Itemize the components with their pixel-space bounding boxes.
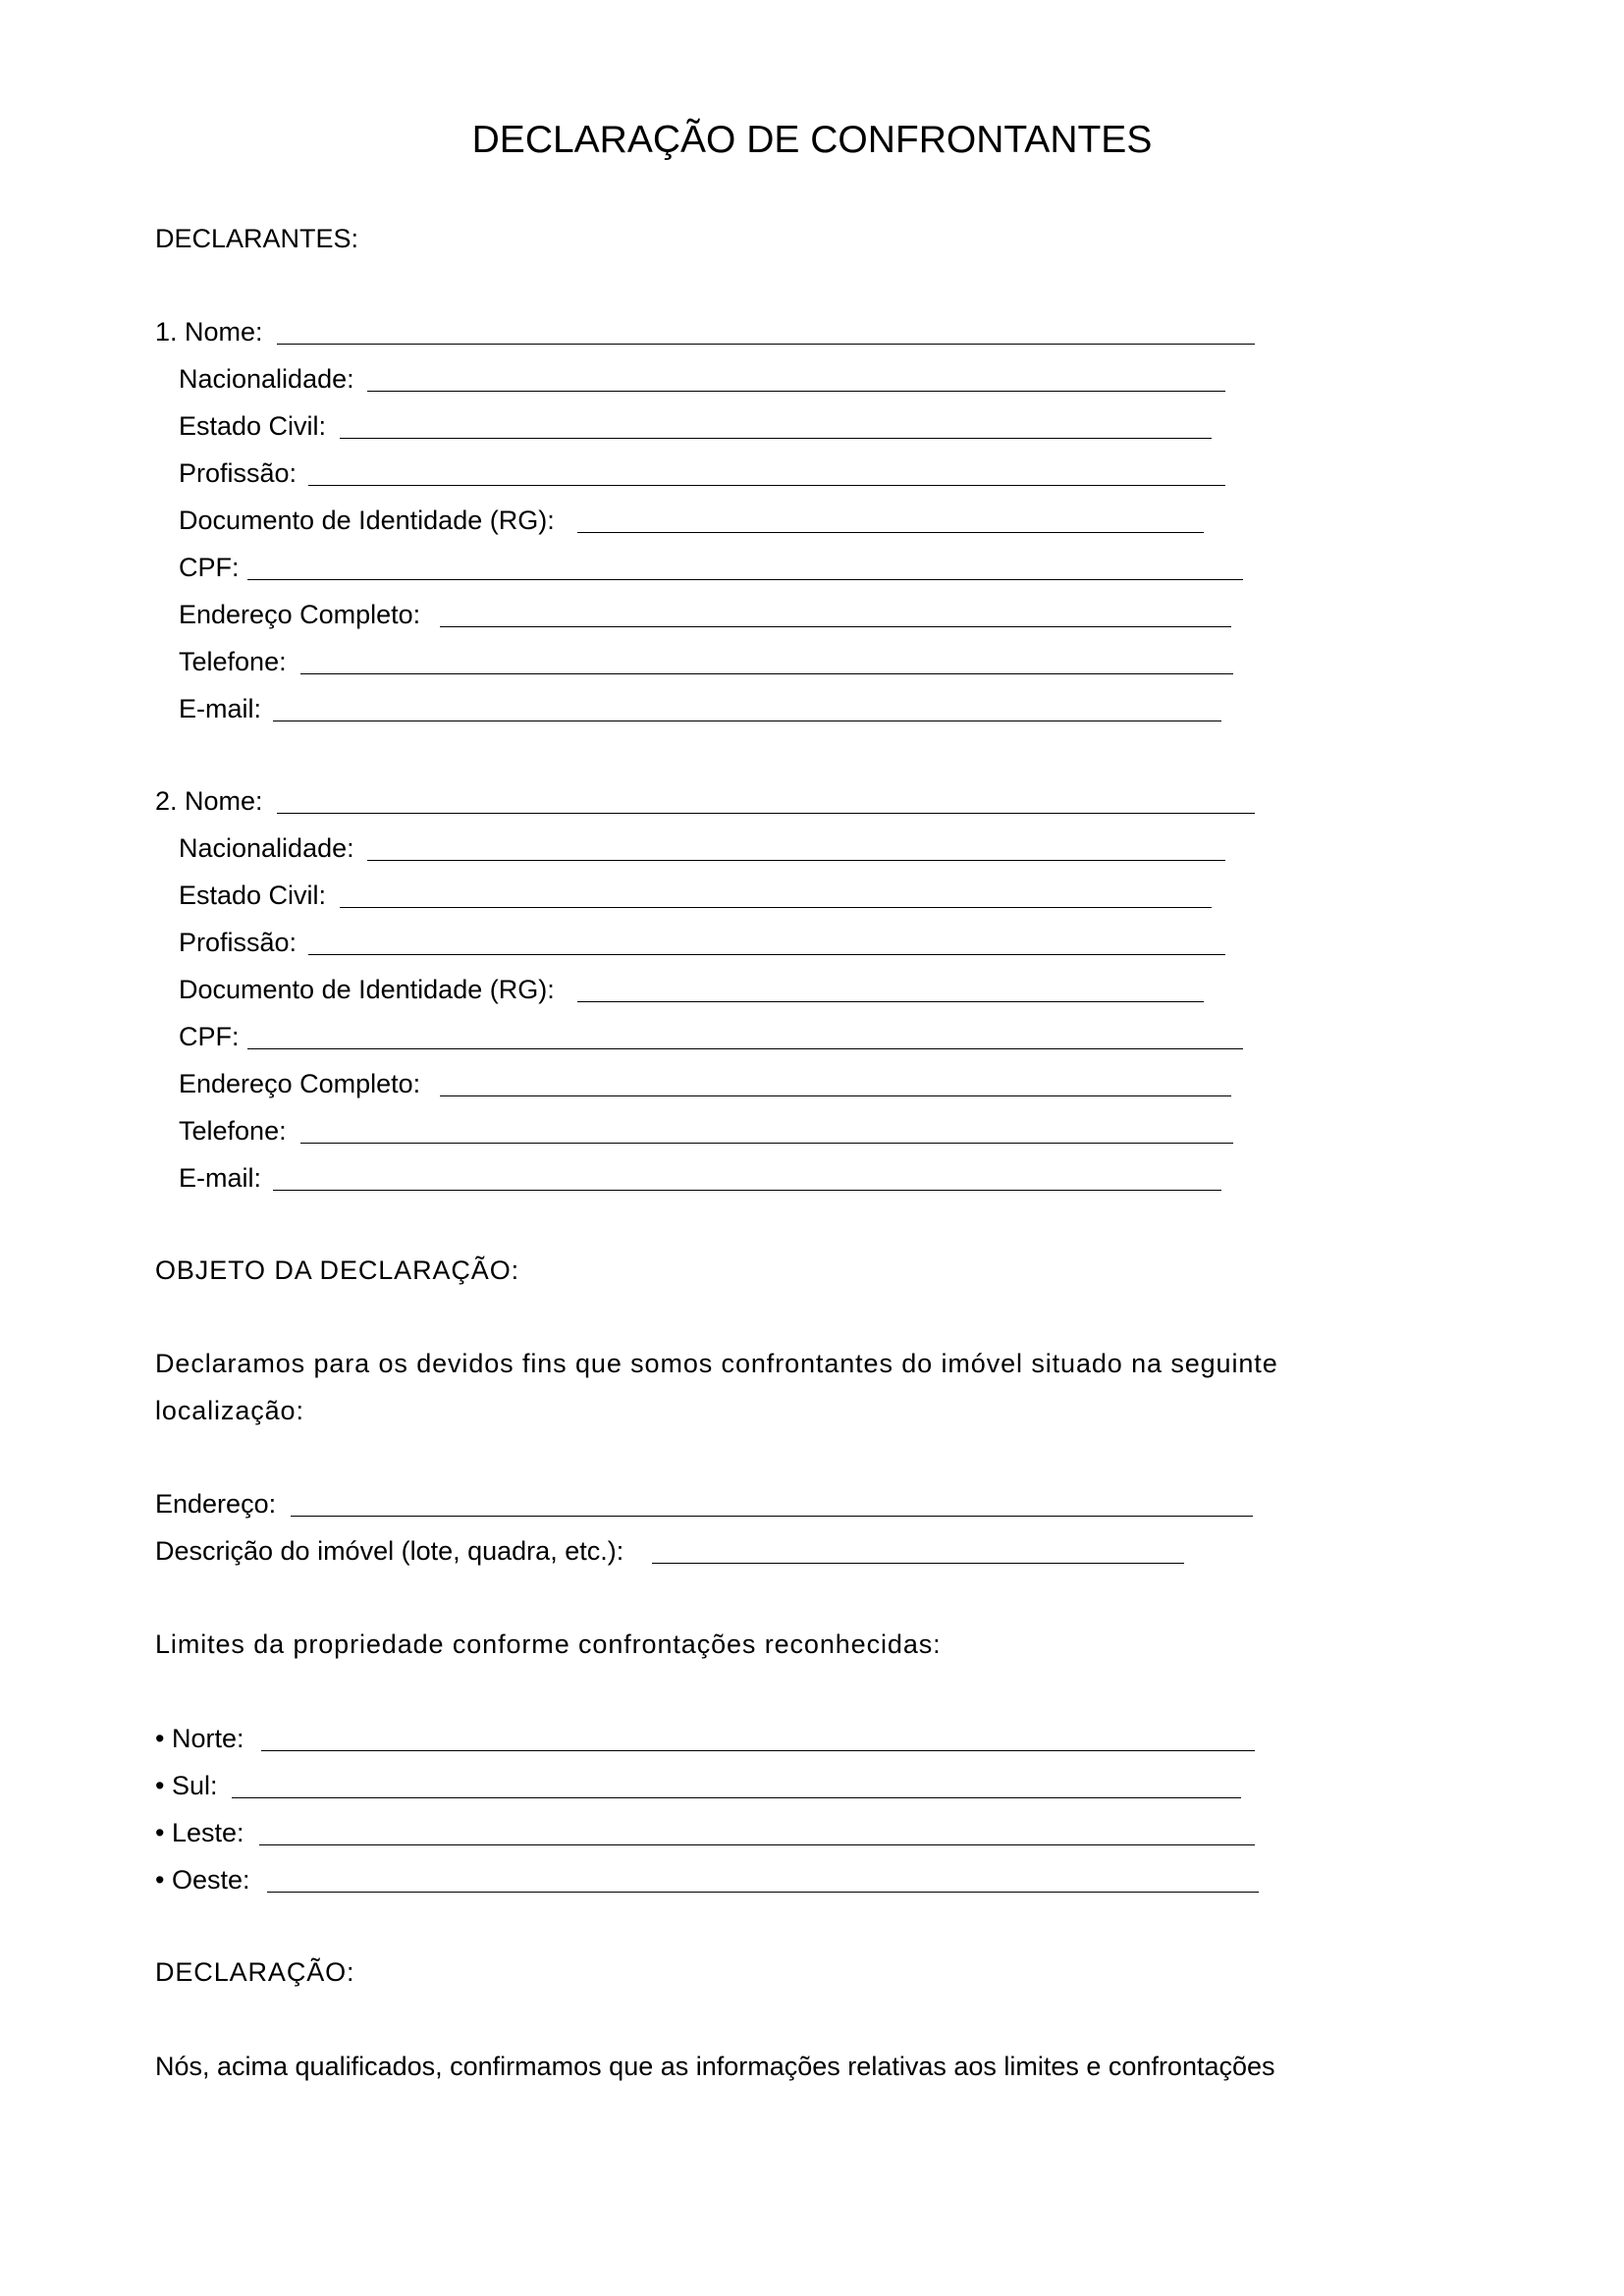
limites-intro: Limites da propriedade conforme confrontações reconhecidas: [155,1629,942,1659]
declarant-2-telefone-label: Telefone: [179,1116,287,1146]
declarant-1-rg-label: Documento de Identidade (RG): [179,506,555,535]
declaracao-text: Nós, acima qualificados, confirmamos que as informações relativas aos limites e confrontações [155,2052,1275,2081]
limite-sul-line[interactable] [232,1797,1241,1798]
descricao-label: Descrição do imóvel (lote, quadra, etc.): [155,1536,624,1566]
declarant-2-email-label: E-mail: [179,1163,262,1193]
declarantes-heading: DECLARANTES: [155,224,359,253]
descricao-line[interactable] [652,1563,1184,1564]
declarant-1-endereco-label: Endereço Completo: [179,600,421,629]
declarant-1-cpf-label: CPF: [179,553,240,582]
declarant-2-cpf-label: CPF: [179,1022,240,1051]
limite-norte-line[interactable] [261,1750,1255,1751]
limite-leste-line[interactable] [259,1844,1255,1845]
declarant-2-estado-civil-label: Estado Civil: [179,881,327,910]
declarant-1-estado-civil-label: Estado Civil: [179,411,327,441]
declarant-2-rg-label: Documento de Identidade (RG): [179,975,555,1004]
declarant-2-rg-line[interactable] [577,1001,1204,1002]
declarant-1-name-line[interactable] [277,344,1255,345]
declarant-2-estado-civil-line[interactable] [340,907,1212,908]
declarant-2-nacionalidade-label: Nacionalidade: [179,833,354,863]
declaracao-heading: DECLARAÇÃO: [155,1957,355,1987]
declarant-2-profissao-line[interactable] [308,954,1225,955]
declarant-1-endereco-line[interactable] [440,626,1231,627]
declarant-2-nacionalidade-line[interactable] [367,860,1225,861]
declarant-2-name-line[interactable] [277,813,1255,814]
declarant-1-name-label: 1. Nome: [155,317,263,347]
declarant-1-profissao-label: Profissão: [179,458,298,488]
objeto-heading: OBJETO DA DECLARAÇÃO: [155,1255,519,1285]
limite-oeste-label: • Oeste: [155,1865,250,1895]
endereco-line[interactable] [291,1516,1253,1517]
declarant-1-nacionalidade-line[interactable] [367,391,1225,392]
page-title: DECLARAÇÃO DE CONFRONTANTES [471,119,1153,161]
limite-norte-label: • Norte: [155,1724,244,1753]
declarant-1-rg-line[interactable] [577,532,1204,533]
limite-sul-label: • Sul: [155,1771,218,1800]
declarant-2-cpf-line[interactable] [247,1048,1243,1049]
declarant-2-profissao-label: Profissão: [179,928,298,957]
objeto-text-line-2: localização: [155,1396,304,1425]
declarant-2-endereco-label: Endereço Completo: [179,1069,421,1098]
declarant-2-endereco-line[interactable] [440,1095,1231,1096]
objeto-text-line-1: Declaramos para os devidos fins que somos confrontantes do imóvel situado na seguinte [155,1349,1278,1378]
declarant-1-telefone-label: Telefone: [179,647,287,676]
declarant-2-telefone-line[interactable] [300,1143,1233,1144]
declarant-1-email-label: E-mail: [179,694,262,723]
declarant-1-estado-civil-line[interactable] [340,438,1212,439]
endereco-label: Endereço: [155,1489,277,1519]
declarant-2-name-label: 2. Nome: [155,786,263,816]
limite-oeste-line[interactable] [267,1892,1259,1893]
declarant-2-email-line[interactable] [273,1190,1221,1191]
declarant-1-profissao-line[interactable] [308,485,1225,486]
declarant-1-telefone-line[interactable] [300,673,1233,674]
declarant-1-cpf-line[interactable] [247,579,1243,580]
limite-leste-label: • Leste: [155,1818,244,1847]
declarant-1-nacionalidade-label: Nacionalidade: [179,364,354,394]
